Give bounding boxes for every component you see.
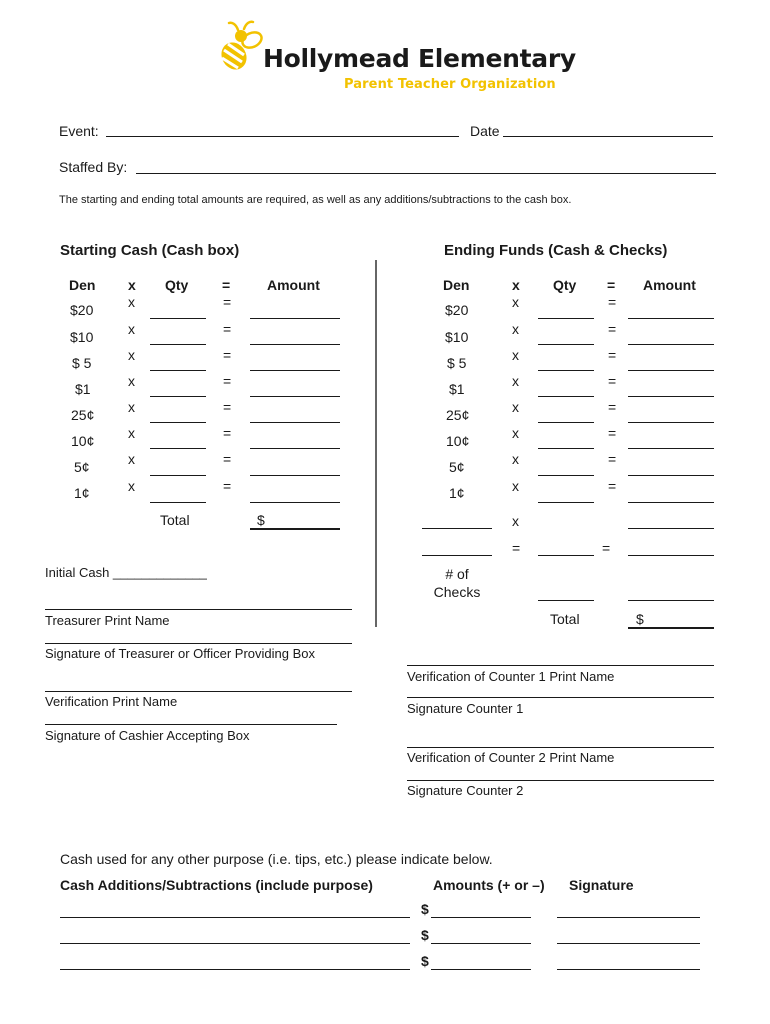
starting-qty-field[interactable] [150,502,206,503]
ending-eq: = [608,321,617,337]
checks-label-line1: # of [445,566,469,582]
ending-total-prefix: $ [636,611,644,627]
ending-qty-field[interactable] [538,502,594,503]
staffed-by-field[interactable] [136,173,716,174]
starting-header-amount: Amount [267,277,320,293]
additions-header-amount: Amounts (+ or –) [433,877,545,893]
organization-subtitle: Parent Teacher Organization [344,77,556,92]
ending-x: x [512,399,519,415]
counter2-signature-label: Signature Counter 2 [407,783,524,798]
ending-qty-field[interactable] [538,344,594,345]
starting-amount-field[interactable] [250,370,340,371]
ending-den: $ 5 [447,355,467,371]
starting-cash-title: Starting Cash (Cash box) [60,242,240,259]
starting-eq: = [223,294,232,310]
ending-den: 25¢ [446,407,470,423]
starting-qty-field[interactable] [150,318,206,319]
starting-eq: = [223,321,232,337]
ending-eq: = [608,294,617,310]
starting-header-den: Den [69,277,96,293]
verification-print-line[interactable] [45,691,352,692]
ending-qty-field[interactable] [538,318,594,319]
ending-den: $10 [445,329,469,345]
starting-amount-field[interactable] [250,502,340,503]
counter1-signature-label: Signature Counter 1 [407,701,524,716]
additions-intro: Cash used for any other purpose (i.e. tips, etc.) please indicate below. [60,851,493,867]
ending-eq: = [608,373,617,389]
starting-qty-field[interactable] [150,422,206,423]
starting-amount-field[interactable] [250,448,340,449]
counter2-print-label: Verification of Counter 2 Print Name [407,750,615,765]
starting-qty-field[interactable] [150,344,206,345]
ending-eq: = [608,478,617,494]
starting-x: x [128,451,135,467]
ending-amount-field[interactable] [628,370,714,371]
starting-den: 5¢ [74,459,90,475]
starting-x: x [128,373,135,389]
date-field[interactable] [503,136,713,137]
counter1-signature-line[interactable] [407,697,714,698]
ending-x: x [512,347,519,363]
signature-field[interactable] [557,969,700,970]
ending-amount-field[interactable] [628,344,714,345]
ending-header-eq: = [607,277,616,293]
purpose-field[interactable] [60,969,410,970]
ending-total-field[interactable] [628,627,714,629]
ending-eq: = [512,540,521,556]
ending-amount-field[interactable] [628,318,714,319]
ending-total-label: Total [550,611,580,627]
ending-header-den: Den [443,277,470,293]
starting-qty-field[interactable] [150,396,206,397]
amount-dollar: $ [421,953,429,969]
starting-den: $1 [75,381,91,397]
ending-funds-title: Ending Funds (Cash & Checks) [444,242,668,259]
starting-header-x: x [128,277,136,293]
starting-amount-field[interactable] [250,344,340,345]
ending-x: x [512,451,519,467]
checks-label-line2: Checks [433,584,481,600]
counter2-print-line[interactable] [407,747,714,748]
ending-amount-field[interactable] [628,422,714,423]
ending-x: x [512,373,519,389]
starting-eq: = [223,425,232,441]
ending-qty-field[interactable] [538,448,594,449]
treasurer-print-label: Treasurer Print Name [45,613,170,628]
ending-amount-field[interactable] [628,448,714,449]
ending-den: 5¢ [449,459,465,475]
ending-eq: = [608,399,617,415]
ending-den: 1¢ [449,485,465,501]
ending-qty-field[interactable] [538,370,594,371]
ending-amount-field[interactable] [628,502,714,503]
ending-checks-amount-field[interactable] [628,600,714,601]
additions-header-purpose: Cash Additions/Subtractions (include purpose) [60,877,373,893]
verification-print-label: Verification Print Name [45,694,178,709]
purpose-field[interactable] [60,917,410,918]
starting-x: x [128,399,135,415]
counter1-print-line[interactable] [407,665,714,666]
ending-checks-qty-field[interactable] [538,600,594,601]
starting-amount-field[interactable] [250,422,340,423]
additions-header-signature: Signature [569,877,634,893]
starting-header-eq: = [222,277,231,293]
ending-den: 10¢ [446,433,470,449]
starting-eq: = [223,373,232,389]
ending-eq: = [608,425,617,441]
ending-x: x [512,513,519,529]
signature-field[interactable] [557,943,700,944]
amount-field[interactable] [431,943,531,944]
starting-x: x [128,425,135,441]
ending-x: x [512,478,519,494]
ending-header-amount: Amount [643,277,696,293]
counter1-print-label: Verification of Counter 1 Print Name [407,669,615,684]
starting-amount-field[interactable] [250,396,340,397]
school-name: Hollymead Elementary [263,44,576,73]
purpose-field[interactable] [60,943,410,944]
ending-x: x [512,425,519,441]
ending-eq: = [608,347,617,363]
ending-amount-field[interactable] [628,528,714,529]
starting-den: 1¢ [74,485,90,501]
treasurer-signature-line[interactable] [45,643,352,644]
amount-dollar: $ [421,927,429,943]
starting-den: 10¢ [71,433,95,449]
starting-qty-field[interactable] [150,448,206,449]
starting-amount-field[interactable] [250,475,340,476]
starting-amount-field[interactable] [250,318,340,319]
event-field[interactable] [106,136,459,137]
counter2-signature-line[interactable] [407,780,714,781]
starting-x: x [128,478,135,494]
starting-den: 25¢ [71,407,95,423]
ending-amount-field[interactable] [628,396,714,397]
ending-check-amount-field[interactable] [422,555,492,556]
ending-x: x [512,294,519,310]
amount-dollar: $ [421,901,429,917]
column-divider [375,260,377,627]
ending-amount-field[interactable] [628,555,714,556]
signature-field[interactable] [557,917,700,918]
ending-amount-field[interactable] [628,475,714,476]
treasurer-print-line[interactable] [45,609,352,610]
starting-qty-field[interactable] [150,475,206,476]
ending-check-count-field[interactable] [422,528,492,529]
instructions-text: The starting and ending total amounts are required, as well as any additions/subtractions to the cash box. [59,194,572,206]
ending-qty-field[interactable] [538,555,594,556]
cashier-signature-label: Signature of Cashier Accepting Box [45,728,250,743]
ending-header-qty: Qty [553,277,577,293]
ending-eq: = [602,540,611,556]
ending-eq: = [608,451,617,467]
staffed-by-label: Staffed By: [59,159,128,175]
ending-header-x: x [512,277,520,293]
starting-x: x [128,321,135,337]
starting-den: $20 [70,302,94,318]
ending-x: x [512,321,519,337]
starting-den: $10 [70,329,94,345]
starting-qty-field[interactable] [150,370,206,371]
ending-den: $20 [445,302,469,318]
ending-qty-field[interactable] [538,422,594,423]
starting-eq: = [223,347,232,363]
bee-logo-icon [216,18,266,74]
starting-eq: = [223,451,232,467]
ending-qty-field[interactable] [538,475,594,476]
starting-total-field[interactable] [250,528,340,530]
starting-total-label: Total [160,512,190,528]
amount-field[interactable] [431,969,531,970]
cashier-signature-line[interactable] [45,724,337,725]
event-label: Event: [59,123,99,139]
starting-den: $ 5 [72,355,92,371]
starting-x: x [128,294,135,310]
ending-qty-field[interactable] [538,396,594,397]
starting-header-qty: Qty [165,277,189,293]
starting-total-prefix: $ [257,512,265,528]
starting-eq: = [223,399,232,415]
starting-x: x [128,347,135,363]
starting-eq: = [223,478,232,494]
date-label: Date [470,123,500,139]
initial-cash-field[interactable]: Initial Cash _____________ [45,565,207,580]
treasurer-signature-label: Signature of Treasurer or Officer Providing Box [45,646,315,661]
ending-den: $1 [449,381,465,397]
amount-field[interactable] [431,917,531,918]
checks-label [425,566,489,600]
